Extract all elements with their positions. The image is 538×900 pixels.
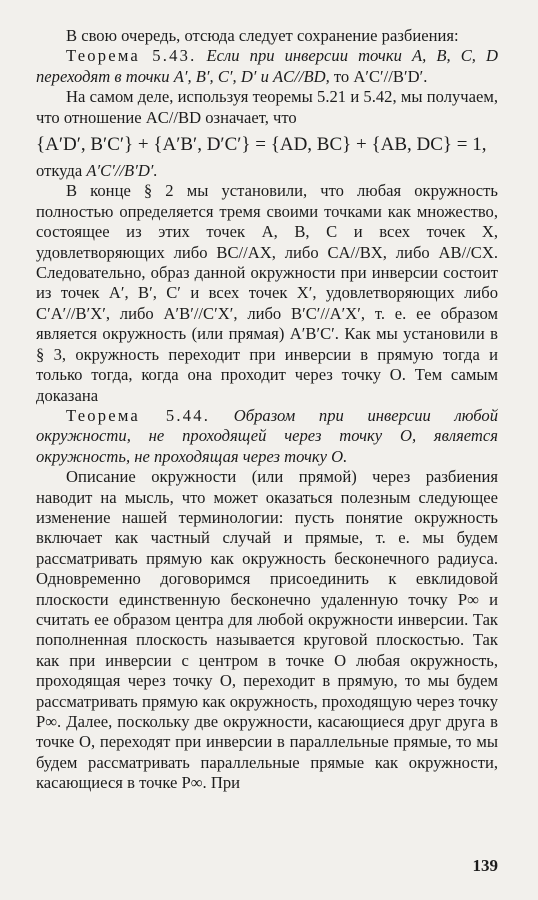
theorem-5-43 xyxy=(36,46,498,87)
theorem-statement: Если при инверсии точки A, B, C, D переходят в точки A′, B′, C′, D′ и AC//BD, xyxy=(36,46,498,86)
paragraph-conclusion xyxy=(36,161,498,181)
paragraph-circular-plane: Описание окружности (или прямой) через разбиения наводит на мысль, что может оказаться полезным следующее изменение нашей терминологии: пусть понятие окружность включает как частный случай и прямые, т. е. мы будем рассматривать прямую как окружность бесконечного радиуса. Одновременно договоримся присоединить к евклидовой плоскости единственную бесконечно удаленную точку P∞ и считать ее образом центра для любой окружности инверсии. Так пополненная плоскость называется круговой плоскостью. Так как при инверсии с центром в точке O любая окружность, проходящая через точку O, переходит в прямую, то мы будем рассматривать прямую как окружность, проходящую через точку P∞. Далее, поскольку две окружности, касающиеся друг друга в точке O, переходят при инверсии в параллельные прямые, то мы будем рассматривать параллельные прямые как окружности, касающиеся в точке P∞. При xyxy=(36,467,498,793)
page-text xyxy=(36,26,498,794)
theorem-label: Теорема 5.44. xyxy=(66,405,211,425)
paragraph-circle-determination: В конце § 2 мы установили, что любая окружность полностью определяется тремя своими точками как множество, состоящее из этих точек A, B, C и всех точек X, удовлетворяющих либо BC//AX, либо CA//BX, либо AB//CX. Следовательно, образ данной окружности при инверсии состоит из точек A′, B′, C′ и всех точек X′, удовлетворяющих либо C′A′//B′X′, либо A′B′//C′X′, либо B′C′//A′X′, т. е. ее образом является окружность (или прямая) A′B′C′. Как мы установили в § 3, окружность переходит при инверсии в прямую тогда и только тогда, когда она проходит через точку O. Тем самым доказана xyxy=(36,181,498,405)
paragraph-proof: На самом деле, используя теоремы 5.21 и 5.42, мы получаем, что отношение AC//BD означает, что xyxy=(36,87,498,127)
conclusion-prefix: откуда xyxy=(36,161,87,181)
cross-ratio-formula: {A′D′, B′C′} + {A′B′, D′C′} = {AD, BC} + {AB, DC} = 1, xyxy=(36,134,487,156)
conclusion-math: A′C′//B′D′. xyxy=(86,161,158,181)
page-number: 139 xyxy=(472,856,498,875)
theorem-tail: то A′C′//B′D′. xyxy=(329,66,428,86)
theorem-statement: Образом при инверсии любой окружности, не проходящей через точку O, является окружность, не проходящая через точку O. xyxy=(36,405,498,466)
theorem-label: Теорема 5.43. xyxy=(66,46,197,66)
theorem-5-44 xyxy=(36,406,498,467)
paragraph-intro: В свою очередь, отсюда следует сохранение разбиения: xyxy=(66,26,459,45)
